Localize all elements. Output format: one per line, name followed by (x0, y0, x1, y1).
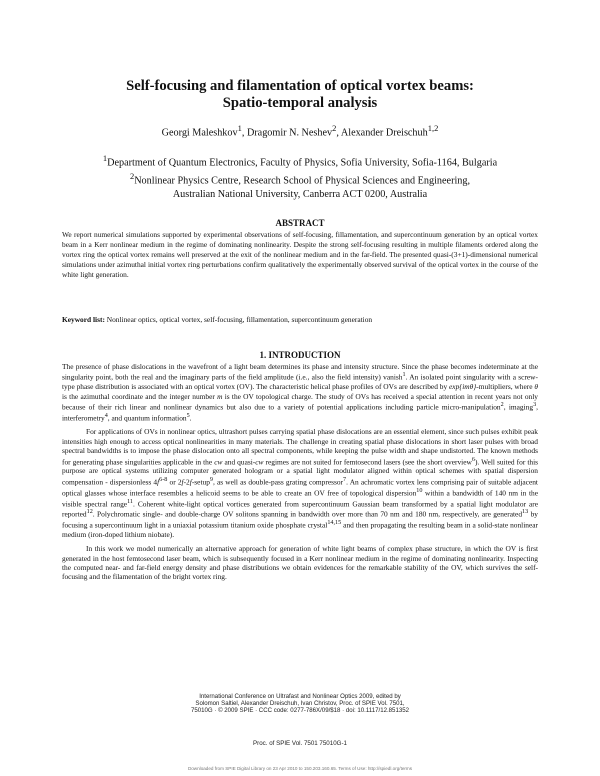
affiliations (60, 152, 540, 202)
author-list (60, 122, 540, 139)
keyword-text: Nonlinear optics, optical vortex, self-focusing, fillamentation, supercontinuum generation (104, 315, 373, 324)
abstract-text: We report numerical simulations supported by experimental observations of self-focusing, fillamentation, and supercontinuum generation by an optical vortex beam in a Kerr nonlinear medium in the regime of dominating nonlinearity. Despite the strong self-focusing resulting in multiple filaments ordered along the vortex ring the optical vortex remains well preserved at the exit of the nonlinear medium and in the far-field. The presented quasi-(3+1)-dimensional numerical simulations under azimuthal initial vortex ring perturbations confirm qualitatively the experimentally observed survival of the optical vortex in the course of the white light generation. (62, 230, 538, 279)
abstract-heading: ABSTRACT (275, 218, 325, 228)
title-line-2: Spatio-temporal analysis (222, 95, 378, 111)
paper-title (60, 78, 540, 112)
introduction-body (62, 362, 538, 586)
affiliation-2-line-2: Australian National University, Canberra ACT 0200, Australia (172, 188, 428, 200)
conference-footnote (60, 693, 540, 715)
keyword-label: Keyword list: (62, 315, 105, 324)
intro-paragraph-2: For applications of OVs in nonlinear optics, ultrashort pulses carrying spatial phase dislocations are an essential element, since such pulses exhibit peak intensities high enough to access optical nonlinearities in many materials. The challenge in creating spatial phase dislocations in short laser pulses with broad spectral bandwidths is to impose the phase dislocation onto all spectral components, while keeping the pulse width and shape undistorted. The known methods for generating phase singularities applicable in the cw and quasi-cw regimes are not suited for femtosecond lasers (see the short overview$^6$). Well suited for this purpose are optical systems utilizing computer generated hologram or a spatial light modulator aligned within optical schemes with spatial dispersion compensation - dispersionless $4f^{6-8}$ or 2f-2f-setup$^9$, as well as double-pass grating compressor$^7$. An achromatic vortex lens comprising pair of suitable adjacent optical glasses whose interface resembles a helicoid seems to be able to create an OV free of topological dispersion$^{10}$ within a bandwidth of 140 nm in the visible spectral range$^{11}$. Coherent white-light optical vortices generated from supercontinuum Gaussian beam transformed by a spatial light modulator are reported$^{12}$. Polychromatic single- and double-charge OV solitons spanning in bandwidth over more than 70 nm and 180 nm, respectively, are generated$^{13}$ by focusing a supercontinuum light in a uniaxial potassium titanium oxide phosphate crystal$^{14,15}$ and then propagating the resulting beam in a solid-state nonlinear medium (iron-doped lithium niobate). (62, 427, 538, 540)
author-1-affil: 1 (237, 123, 242, 133)
intro-paragraph-1: The presence of phase dislocations in the wavefront of a light beam determines its phase and intensity structure. Since the phase becomes indeterminate at the singularity point, both the real and the imaginary parts of the field amplitude (i.e., also the field intensity) vanish$^1$. An isolated point singularity with a screw-type phase distribution is associated with an optical vortex (OV). The characteristic helical phase profiles of OVs are described by exp{imθ}-multipliers, where θ is the azimuthal coordinate and the integer number m is the OV topological charge. The study of OVs has received a special attention in recent years not only because of their rich linear and nonlinear dynamics but also due to a variety of potential applications including particle micro-manipulation$^2$, imaging$^3$, interferometry$^4$, and quantum information$^5$. (62, 362, 539, 423)
conference-line-1: International Conference on Ultrafast and Nonlinear Optics 2009, edited by (199, 693, 401, 700)
page-number: Proc. of SPIE Vol. 7501 75010G-1 (253, 740, 347, 747)
affiliation-1: $^1$Department of Quantum Electronics, Faculty of Physics, Sofia University, Sofia-1164, Bulgaria (102, 153, 498, 169)
author-separator: , (241, 127, 247, 139)
keyword-list (62, 315, 538, 325)
author-3: Alexander Dreischuh (340, 127, 428, 139)
conference-line-3: 75010G · © 2009 SPIE · CCC code: 0277-786X/09/$18 · doi: 10.1117/12.851352 (190, 707, 410, 715)
author-separator: , (336, 127, 341, 139)
author-2-affil: 2 (332, 123, 337, 133)
affiliation-2-line-1: $^2$Nonlinear Physics Centre, Research School of Physical Sciences and Engineering, (129, 170, 471, 187)
helical-phase-expression: exp{imθ} (449, 382, 477, 392)
download-notice: Downloaded from SPIE Digital Library on 23 Apr 2010 to 150.203.160.65. Terms of Use: http://spiedl.org/terms (187, 766, 413, 771)
intro-paragraph-3: In this work we model numerically an alternative approach for generation of white light beams of complex phase structure, in which the OV is first generated in the host femtosecond laser beam, which is subsequently focused in a Kerr nonlinear medium in the regime of dominating nonlinearity. Inspecting the computed near- and far-field energy density and phase distributions we obtain evidences for the remarkable stability of the OV, which survives the self-focusing and the filamentation of the bright vortex ring. (62, 544, 538, 582)
section-heading-introduction: 1. INTRODUCTION (259, 350, 341, 360)
author-3-affil: 1,2 (427, 123, 439, 133)
author-2: Dragomir N. Neshev (246, 127, 333, 139)
conference-line-2: Solomon Saltiel, Alexander Dreischuh, Ivan Christov, Proc. of SPIE Vol. 7501, (195, 700, 405, 708)
author-1: Georgi Maleshkov (161, 127, 238, 139)
title-line-1: Self-focusing and filamentation of optical vortex beams: (126, 78, 474, 94)
